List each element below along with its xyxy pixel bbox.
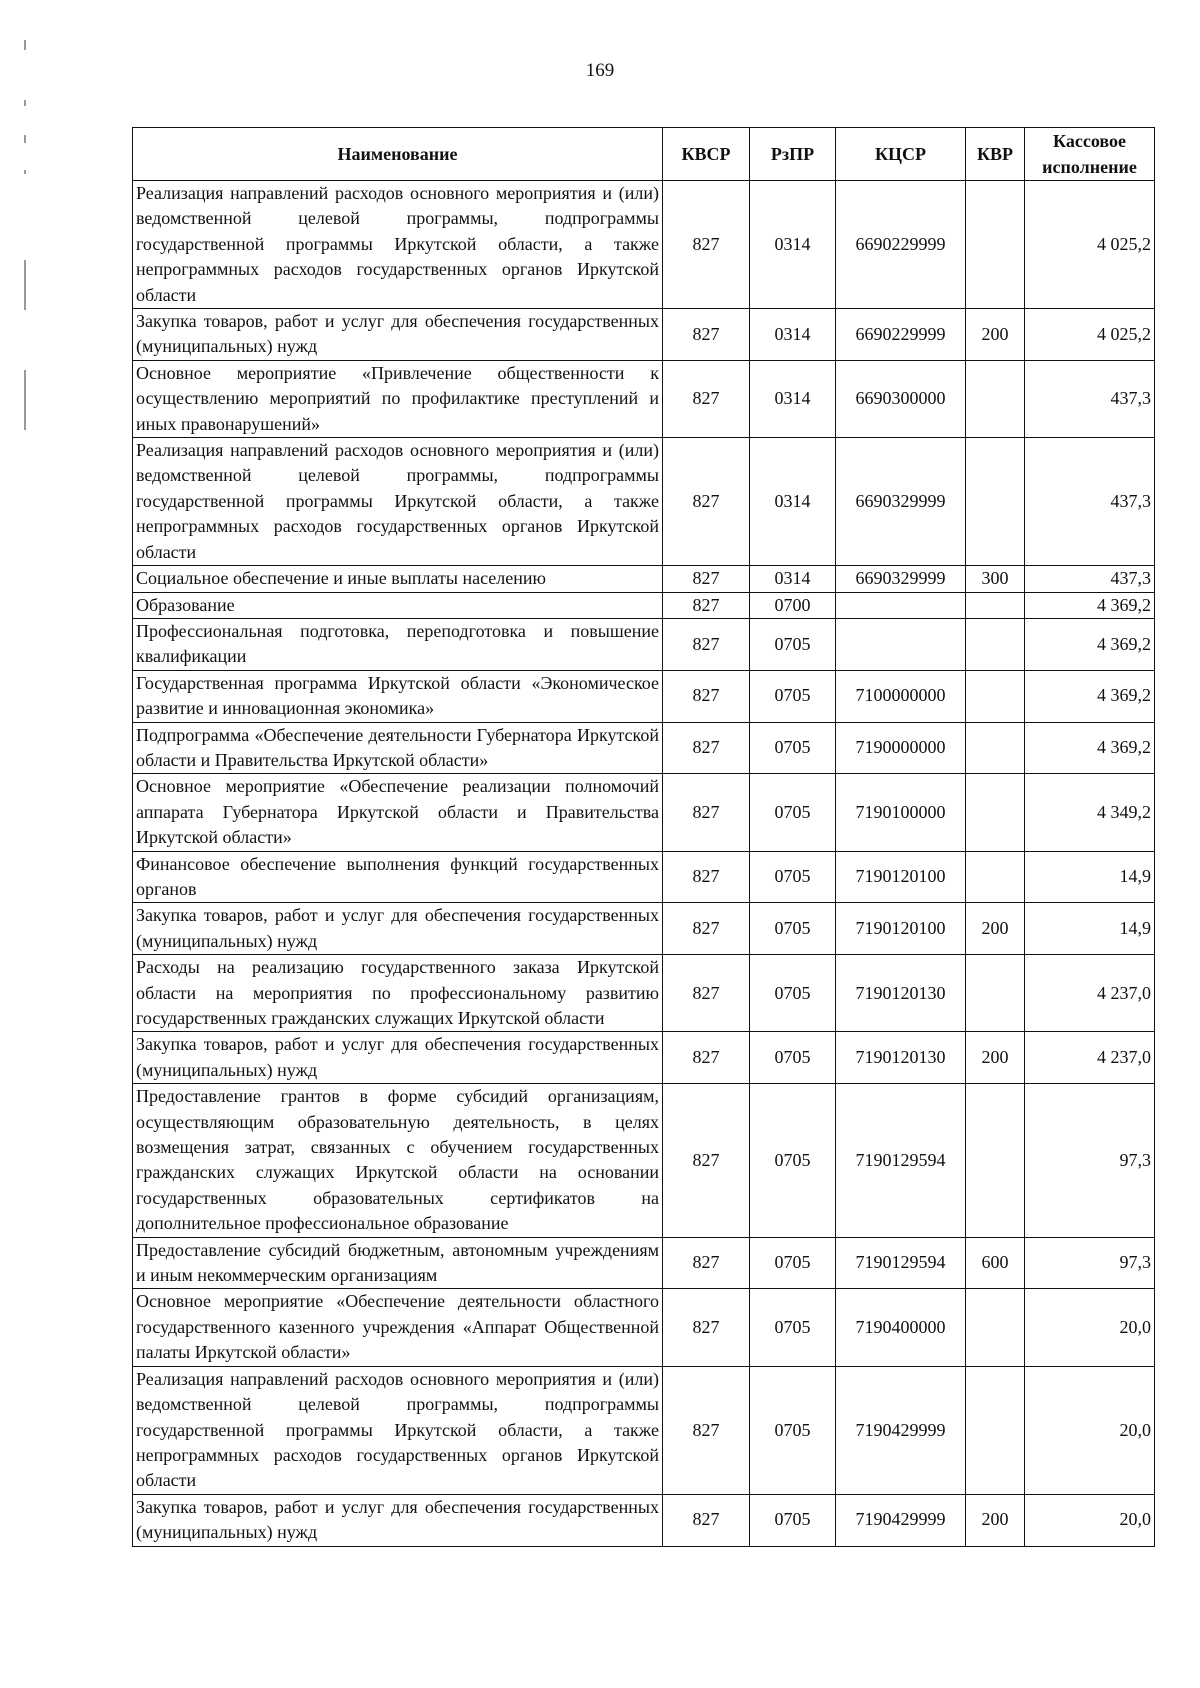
row-kvr-cell: 200 — [966, 1032, 1025, 1084]
row-amount-cell: 4 369,2 — [1025, 722, 1155, 774]
row-kvsr-cell: 827 — [663, 955, 750, 1032]
row-kvsr-cell: 827 — [663, 181, 750, 309]
row-rzpr-cell: 0705 — [750, 1289, 836, 1366]
row-amount-cell: 4 369,2 — [1025, 592, 1155, 618]
table-row — [133, 903, 1155, 955]
table-row — [133, 670, 1155, 722]
row-kcsr-cell: 7190400000 — [836, 1289, 966, 1366]
row-kvsr-cell: 827 — [663, 903, 750, 955]
row-rzpr-cell: 0705 — [750, 618, 836, 670]
row-amount-cell: 20,0 — [1025, 1289, 1155, 1366]
row-name-cell: Закупка товаров, работ и услуг для обеспечения государственных (муниципальных) нужд — [133, 309, 663, 361]
row-kvsr-cell: 827 — [663, 566, 750, 592]
row-name-cell: Реализация направлений расходов основного мероприятия и (или) ведомственной целевой программы, подпрограммы государственной программы Иркутской области, а также непрограммных расходов государственных органов Иркутской области — [133, 438, 663, 566]
table-row — [133, 1366, 1155, 1494]
row-rzpr-cell: 0705 — [750, 722, 836, 774]
row-kcsr-cell — [836, 592, 966, 618]
page-number: 169 — [585, 60, 615, 81]
row-name-cell: Расходы на реализацию государственного заказа Иркутской области на мероприятия по профессиональному развитию государственных гражданских служащих Иркутской области — [133, 955, 663, 1032]
row-amount-cell: 14,9 — [1025, 903, 1155, 955]
row-rzpr-cell: 0705 — [750, 774, 836, 851]
row-kcsr-cell: 7190129594 — [836, 1084, 966, 1237]
table-row — [133, 592, 1155, 618]
row-kcsr-cell: 7190100000 — [836, 774, 966, 851]
row-kvr-cell — [966, 438, 1025, 566]
row-kvsr-cell: 827 — [663, 309, 750, 361]
row-kvsr-cell: 827 — [663, 1366, 750, 1494]
row-kvr-cell: 200 — [966, 1494, 1025, 1546]
row-rzpr-cell: 0700 — [750, 592, 836, 618]
row-rzpr-cell: 0314 — [750, 360, 836, 437]
table-row — [133, 722, 1155, 774]
row-kcsr-cell: 7100000000 — [836, 670, 966, 722]
row-kcsr-cell: 7190120130 — [836, 1032, 966, 1084]
row-kvsr-cell: 827 — [663, 722, 750, 774]
row-kvr-cell — [966, 618, 1025, 670]
table-header-row — [133, 128, 1155, 181]
row-kvr-cell — [966, 592, 1025, 618]
row-amount-cell: 437,3 — [1025, 566, 1155, 592]
row-kvr-cell: 300 — [966, 566, 1025, 592]
row-kvr-cell — [966, 181, 1025, 309]
row-name-cell: Основное мероприятие «Обеспечение деятельности областного государственного казенного учреждения «Аппарат Общественной палаты Иркутской области» — [133, 1289, 663, 1366]
row-kvr-cell — [966, 851, 1025, 903]
table-row — [133, 360, 1155, 437]
row-rzpr-cell: 0705 — [750, 670, 836, 722]
row-name-cell: Закупка товаров, работ и услуг для обеспечения государственных (муниципальных) нужд — [133, 903, 663, 955]
table-row — [133, 1237, 1155, 1289]
row-kvsr-cell: 827 — [663, 670, 750, 722]
row-kvr-cell: 200 — [966, 903, 1025, 955]
row-kvr-cell — [966, 1289, 1025, 1366]
row-kvr-cell — [966, 670, 1025, 722]
row-kcsr-cell: 6690329999 — [836, 438, 966, 566]
row-name-cell: Основное мероприятие «Обеспечение реализации полномочий аппарата Губернатора Иркутской области и Правительства Иркутской области» — [133, 774, 663, 851]
row-rzpr-cell: 0314 — [750, 181, 836, 309]
row-kvsr-cell: 827 — [663, 1084, 750, 1237]
row-kvr-cell — [966, 1366, 1025, 1494]
row-kvsr-cell: 827 — [663, 438, 750, 566]
row-name-cell: Предоставление субсидий бюджетным, автономным учреждениям и иным некоммерческим организациям — [133, 1237, 663, 1289]
table-row — [133, 438, 1155, 566]
header-kvr: КВР — [966, 128, 1025, 181]
table-body — [133, 181, 1155, 1547]
row-rzpr-cell: 0314 — [750, 309, 836, 361]
row-kcsr-cell: 6690229999 — [836, 181, 966, 309]
row-rzpr-cell: 0705 — [750, 1237, 836, 1289]
row-amount-cell: 4 025,2 — [1025, 309, 1155, 361]
row-rzpr-cell: 0705 — [750, 1084, 836, 1237]
table-row — [133, 774, 1155, 851]
row-name-cell: Социальное обеспечение и иные выплаты населению — [133, 566, 663, 592]
row-rzpr-cell: 0705 — [750, 1494, 836, 1546]
row-kvsr-cell: 827 — [663, 360, 750, 437]
row-name-cell: Основное мероприятие «Привлечение общественности к осуществлению мероприятий по профилактике преступлений и иных правонарушений» — [133, 360, 663, 437]
row-kcsr-cell: 7190429999 — [836, 1494, 966, 1546]
row-rzpr-cell: 0314 — [750, 438, 836, 566]
header-name: Наименование — [133, 128, 663, 181]
row-kvr-cell: 600 — [966, 1237, 1025, 1289]
row-name-cell: Государственная программа Иркутской области «Экономическое развитие и инновационная экономика» — [133, 670, 663, 722]
header-kvsr: КВСР — [663, 128, 750, 181]
header-kcsr: КЦСР — [836, 128, 966, 181]
row-name-cell: Реализация направлений расходов основного мероприятия и (или) ведомственной целевой программы, подпрограммы государственной программы Иркутской области, а также непрограммных расходов государственных органов Иркутской области — [133, 181, 663, 309]
table-row — [133, 1494, 1155, 1546]
table-row — [133, 1032, 1155, 1084]
table-row — [133, 566, 1155, 592]
row-rzpr-cell: 0705 — [750, 1366, 836, 1494]
row-rzpr-cell: 0705 — [750, 955, 836, 1032]
row-kvr-cell — [966, 1084, 1025, 1237]
row-kcsr-cell: 6690300000 — [836, 360, 966, 437]
row-amount-cell: 4 237,0 — [1025, 955, 1155, 1032]
row-amount-cell: 97,3 — [1025, 1084, 1155, 1237]
row-kvsr-cell: 827 — [663, 618, 750, 670]
row-amount-cell: 4 369,2 — [1025, 618, 1155, 670]
table-row — [133, 851, 1155, 903]
row-kcsr-cell: 7190120130 — [836, 955, 966, 1032]
row-rzpr-cell: 0705 — [750, 851, 836, 903]
row-rzpr-cell: 0705 — [750, 903, 836, 955]
row-rzpr-cell: 0705 — [750, 1032, 836, 1084]
row-amount-cell: 437,3 — [1025, 360, 1155, 437]
row-name-cell: Финансовое обеспечение выполнения функций государственных органов — [133, 851, 663, 903]
table-row — [133, 181, 1155, 309]
row-kcsr-cell: 7190429999 — [836, 1366, 966, 1494]
row-kvr-cell — [966, 955, 1025, 1032]
table-row — [133, 1289, 1155, 1366]
row-kvr-cell — [966, 722, 1025, 774]
table-row — [133, 309, 1155, 361]
row-kcsr-cell: 6690329999 — [836, 566, 966, 592]
row-amount-cell: 4 349,2 — [1025, 774, 1155, 851]
row-kvr-cell — [966, 774, 1025, 851]
header-amount: Кассовое исполнение — [1025, 128, 1155, 181]
row-kcsr-cell — [836, 618, 966, 670]
row-kvr-cell — [966, 360, 1025, 437]
row-kvr-cell: 200 — [966, 309, 1025, 361]
table-row — [133, 1084, 1155, 1237]
row-amount-cell: 4 369,2 — [1025, 670, 1155, 722]
row-kcsr-cell: 7190120100 — [836, 903, 966, 955]
row-kvsr-cell: 827 — [663, 592, 750, 618]
row-kvsr-cell: 827 — [663, 774, 750, 851]
row-name-cell: Закупка товаров, работ и услуг для обеспечения государственных (муниципальных) нужд — [133, 1032, 663, 1084]
row-amount-cell: 97,3 — [1025, 1237, 1155, 1289]
row-kcsr-cell: 7190129594 — [836, 1237, 966, 1289]
row-name-cell: Подпрограмма «Обеспечение деятельности Губернатора Иркутской области и Правительства Иркутской области» — [133, 722, 663, 774]
budget-execution-table — [132, 127, 1155, 1547]
row-kvsr-cell: 827 — [663, 1289, 750, 1366]
table-row — [133, 618, 1155, 670]
scan-margin-marks — [24, 40, 30, 470]
row-name-cell: Образование — [133, 592, 663, 618]
row-kvsr-cell: 827 — [663, 1494, 750, 1546]
row-kcsr-cell: 7190000000 — [836, 722, 966, 774]
row-kcsr-cell: 6690229999 — [836, 309, 966, 361]
row-kcsr-cell: 7190120100 — [836, 851, 966, 903]
row-amount-cell: 4 237,0 — [1025, 1032, 1155, 1084]
row-rzpr-cell: 0314 — [750, 566, 836, 592]
row-name-cell: Реализация направлений расходов основного мероприятия и (или) ведомственной целевой программы, подпрограммы государственной программы Иркутской области, а также непрограммных расходов государственных органов Иркутской области — [133, 1366, 663, 1494]
row-amount-cell: 20,0 — [1025, 1366, 1155, 1494]
row-kvsr-cell: 827 — [663, 1237, 750, 1289]
row-amount-cell: 20,0 — [1025, 1494, 1155, 1546]
row-kvsr-cell: 827 — [663, 851, 750, 903]
row-name-cell: Профессиональная подготовка, переподготовка и повышение квалификации — [133, 618, 663, 670]
row-amount-cell: 437,3 — [1025, 438, 1155, 566]
table-row — [133, 955, 1155, 1032]
header-rzpr: РзПР — [750, 128, 836, 181]
row-name-cell: Закупка товаров, работ и услуг для обеспечения государственных (муниципальных) нужд — [133, 1494, 663, 1546]
row-amount-cell: 4 025,2 — [1025, 181, 1155, 309]
row-amount-cell: 14,9 — [1025, 851, 1155, 903]
row-name-cell: Предоставление грантов в форме субсидий организациям, осуществляющим образовательную деятельность, в целях возмещения затрат, связанных с обучением государственных гражданских служащих Иркутской области на основании государственных образовательных сертификатов на дополнительное профессиональное образование — [133, 1084, 663, 1237]
row-kvsr-cell: 827 — [663, 1032, 750, 1084]
